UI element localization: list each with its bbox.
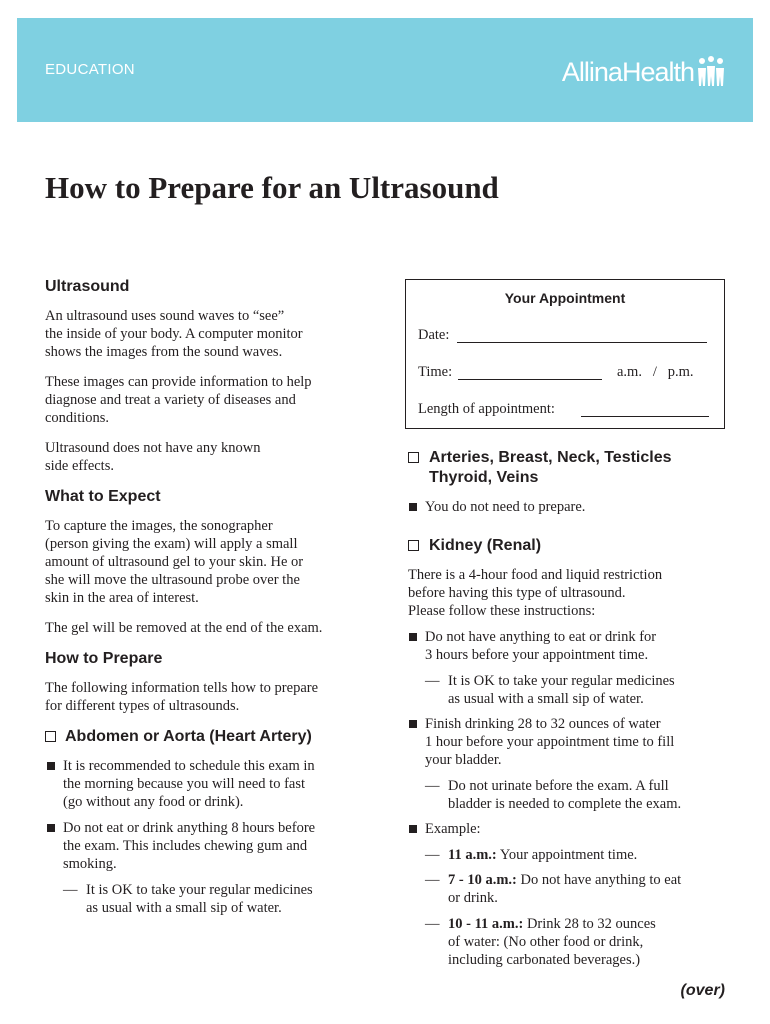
header-band bbox=[17, 18, 753, 122]
heading-text: Kidney (Renal) bbox=[429, 537, 542, 554]
text-line: your bladder. bbox=[425, 752, 502, 768]
example-text: Your appointment time. bbox=[496, 847, 638, 863]
text-line: (person giving the exam) will apply a small bbox=[45, 536, 298, 552]
text-line: the morning because you will need to fast bbox=[63, 776, 306, 792]
date-field[interactable] bbox=[457, 342, 707, 343]
length-field[interactable] bbox=[581, 416, 709, 417]
how-to-prepare-heading: How to Prepare bbox=[45, 650, 163, 667]
ultrasound-paragraph-1 bbox=[45, 307, 303, 361]
over-label: (over) bbox=[680, 982, 725, 999]
text-line: To capture the images, the sonographer bbox=[45, 518, 273, 534]
square-bullet-icon bbox=[409, 503, 417, 511]
appointment-title: Your Appointment bbox=[504, 290, 626, 306]
dash-icon: — bbox=[425, 673, 440, 689]
dash-icon: — bbox=[425, 847, 440, 863]
text-line: or drink. bbox=[448, 890, 498, 906]
example-text: Do not have anything to eat bbox=[516, 872, 682, 888]
text-line: (go without any food or drink). bbox=[63, 794, 244, 810]
text-line bbox=[448, 915, 656, 933]
text-line bbox=[448, 846, 637, 864]
text-line: of water: (No other food or drink, bbox=[448, 934, 644, 950]
text-line: including carbonated beverages.) bbox=[448, 952, 641, 968]
text-line bbox=[448, 871, 681, 889]
text-line: Do not urinate before the exam. A full bbox=[448, 778, 669, 794]
arteries-bullet-1 bbox=[409, 498, 585, 516]
text-line: amount of ultrasound gel to your skin. He or bbox=[45, 554, 304, 570]
example-time: 10 - 11 a.m.: bbox=[448, 916, 524, 932]
text-line: These images can provide information to help bbox=[45, 374, 312, 390]
dash-icon: — bbox=[425, 872, 440, 888]
text-line: 1 hour before your appointment time to fill bbox=[425, 734, 675, 750]
kidney-paragraph bbox=[408, 566, 662, 620]
heading-text: Arteries, Breast, Neck, Testicles bbox=[429, 449, 672, 466]
text-line: bladder is needed to complete the exam. bbox=[448, 796, 682, 812]
text-line: she will move the ultrasound probe over the bbox=[45, 572, 300, 588]
square-bullet-icon bbox=[409, 633, 417, 641]
what-to-expect-heading: What to Expect bbox=[45, 488, 161, 505]
date-label: Date: bbox=[418, 327, 450, 343]
checkbox-icon bbox=[408, 540, 419, 551]
example-text: Drink 28 to 32 ounces bbox=[523, 916, 656, 932]
arteries-heading bbox=[408, 448, 672, 488]
expect-paragraph-1 bbox=[45, 517, 303, 607]
text-line: It is OK to take your regular medicines bbox=[86, 882, 313, 898]
example-1 bbox=[425, 846, 637, 864]
abdomen-dash-1 bbox=[63, 881, 313, 917]
abdomen-aorta-heading bbox=[45, 727, 312, 747]
kidney-heading bbox=[408, 536, 541, 556]
kidney-bullet-3 bbox=[409, 820, 481, 838]
text-line: It is OK to take your regular medicines bbox=[448, 673, 675, 689]
section-label: EDUCATION bbox=[45, 61, 135, 78]
time-field[interactable] bbox=[458, 379, 602, 380]
text-line: There is a 4-hour food and liquid restriction bbox=[408, 567, 663, 583]
example-2 bbox=[425, 871, 681, 907]
text-line: Example: bbox=[425, 821, 481, 837]
kidney-dash-1 bbox=[425, 672, 675, 708]
text-line: for different types of ultrasounds. bbox=[45, 698, 240, 714]
appointment-box bbox=[405, 279, 725, 429]
square-bullet-icon bbox=[409, 825, 417, 833]
checkbox-icon bbox=[45, 731, 56, 742]
abdomen-bullet-1 bbox=[47, 757, 315, 811]
length-label: Length of appointment: bbox=[418, 401, 555, 417]
text-line: Do not eat or drink anything 8 hours before bbox=[63, 820, 316, 836]
text-line: diagnose and treat a variety of diseases and bbox=[45, 392, 296, 408]
text-line: Do not have anything to eat or drink for bbox=[425, 629, 657, 645]
example-time: 11 a.m.: bbox=[448, 847, 497, 863]
kidney-dash-2 bbox=[425, 777, 681, 813]
abdomen-bullet-2 bbox=[47, 819, 315, 873]
ultrasound-paragraph-2 bbox=[45, 373, 312, 427]
time-label: Time: bbox=[418, 364, 453, 380]
ultrasound-heading: Ultrasound bbox=[45, 278, 130, 295]
allina-figures-icon bbox=[696, 56, 726, 88]
text-line: shows the images from the sound waves. bbox=[45, 344, 283, 360]
text-line: side effects. bbox=[45, 458, 114, 474]
text-line: The following information tells how to prepare bbox=[45, 680, 319, 696]
heading-text: Thyroid, Veins bbox=[429, 469, 539, 486]
kidney-bullet-1 bbox=[409, 628, 656, 664]
text-line: Ultrasound does not have any known bbox=[45, 440, 261, 456]
allina-health-logo bbox=[562, 54, 726, 90]
square-bullet-icon bbox=[409, 720, 417, 728]
dash-icon: — bbox=[63, 882, 78, 898]
text-line: It is recommended to schedule this exam in bbox=[63, 758, 315, 774]
am-pm-label: a.m. / p.m. bbox=[617, 364, 694, 380]
text-line: You do not need to prepare. bbox=[425, 499, 586, 515]
checkbox-icon bbox=[408, 452, 419, 463]
prepare-paragraph bbox=[45, 679, 318, 715]
example-time: 7 - 10 a.m.: bbox=[448, 872, 517, 888]
square-bullet-icon bbox=[47, 762, 55, 770]
text-line: Please follow these instructions: bbox=[408, 603, 596, 619]
text-line: the inside of your body. A computer monitor bbox=[45, 326, 303, 342]
text-line: An ultrasound uses sound waves to “see” bbox=[45, 308, 285, 324]
kidney-bullet-2 bbox=[409, 715, 674, 769]
text-line: Finish drinking 28 to 32 ounces of water bbox=[425, 716, 661, 732]
dash-icon: — bbox=[425, 778, 440, 794]
logo-text: AllinaHealth bbox=[561, 56, 694, 87]
text-line: as usual with a small sip of water. bbox=[448, 691, 644, 707]
square-bullet-icon bbox=[47, 824, 55, 832]
text-line: smoking. bbox=[63, 856, 117, 872]
text-line: 3 hours before your appointment time. bbox=[425, 647, 649, 663]
page-title: How to Prepare for an Ultrasound bbox=[45, 170, 499, 205]
dash-icon: — bbox=[425, 916, 440, 932]
expect-paragraph-2: The gel will be removed at the end of the exam. bbox=[45, 620, 323, 636]
text-line: conditions. bbox=[45, 410, 110, 426]
ultrasound-paragraph-3 bbox=[45, 439, 260, 475]
text-line: the exam. This includes chewing gum and bbox=[63, 838, 308, 854]
example-3 bbox=[425, 915, 656, 969]
text-line: before having this type of ultrasound. bbox=[408, 585, 626, 601]
text-line: as usual with a small sip of water. bbox=[86, 900, 282, 916]
heading-text: Abdomen or Aorta (Heart Artery) bbox=[65, 728, 312, 745]
text-line: skin in the area of interest. bbox=[45, 590, 199, 606]
